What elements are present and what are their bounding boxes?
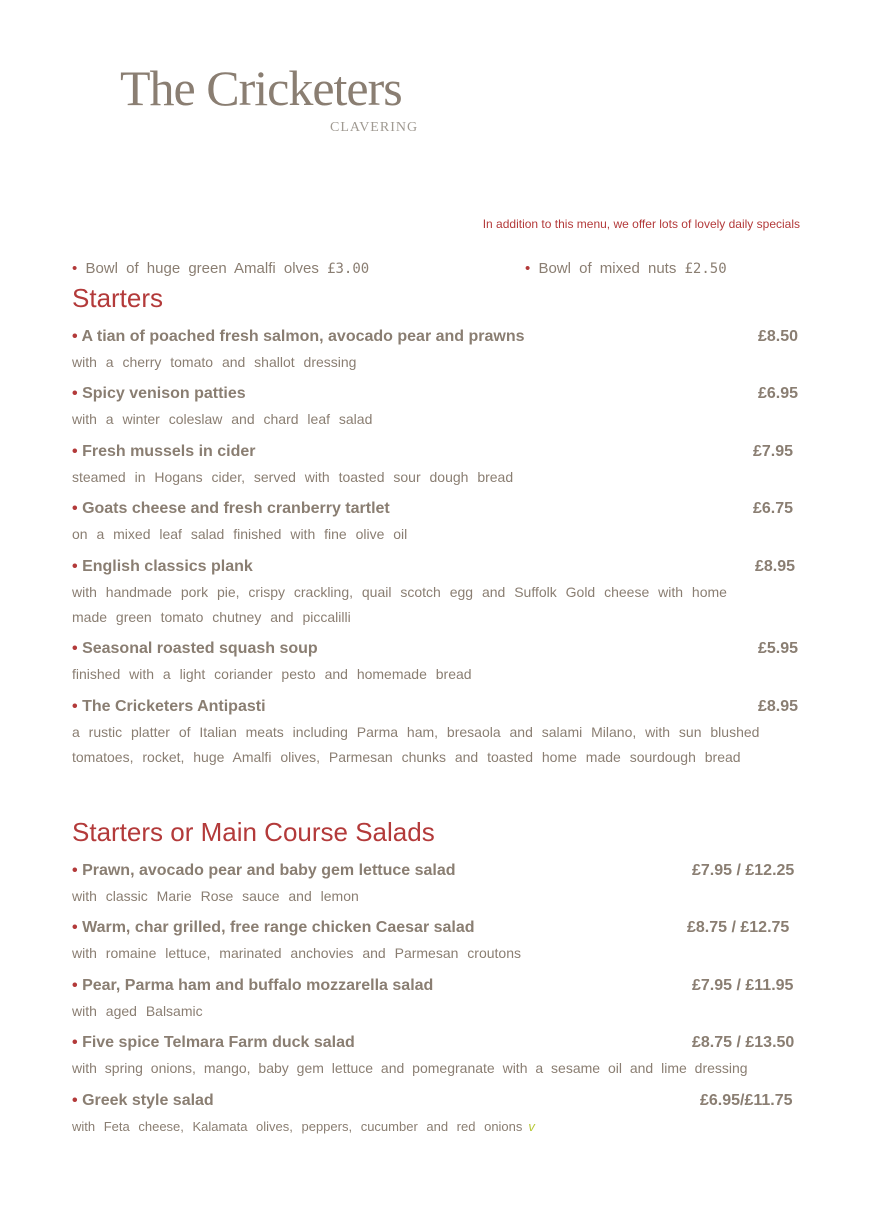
item-price: £6.75 xyxy=(753,500,794,517)
bullet: • xyxy=(72,862,78,879)
item-name: • Seasonal roasted squash soup xyxy=(72,640,318,657)
menu-item xyxy=(72,328,800,385)
item-name: • Five spice Telmara Farm duck salad xyxy=(72,1034,355,1051)
item-price: £8.75 / £12.75 xyxy=(687,919,790,936)
vegetarian-mark: v xyxy=(528,1119,535,1134)
salads-list xyxy=(72,862,800,1149)
menu-item xyxy=(72,385,800,443)
item-price: £8.75 / £13.50 xyxy=(692,1034,795,1051)
bullet: • xyxy=(72,919,78,936)
nibble-price: £3.00 xyxy=(327,261,370,277)
bullet: • xyxy=(72,328,78,345)
item-name: • Spicy venison patties xyxy=(72,385,246,402)
menu-item xyxy=(72,1034,800,1092)
item-name: • Fresh mussels in cider xyxy=(72,443,256,460)
item-price: £5.95 xyxy=(758,640,799,657)
bullet: • xyxy=(72,260,78,277)
item-price: £8.95 xyxy=(758,698,799,715)
starters-list xyxy=(72,328,800,780)
item-name: • Prawn, avocado pear and baby gem lettuce salad xyxy=(72,862,456,879)
item-description: finished with a light coriander pesto and homemade bread xyxy=(72,666,472,682)
item-name: • English classics plank xyxy=(72,558,253,575)
item-description: a rustic platter of Italian meats including Parma ham, bresaola and salami Milano, with sun blushed tomatoes, rocket, huge Amalfi olives, Parmesan chunks and toasted home made sourdough bread xyxy=(72,724,760,765)
bullet: • xyxy=(72,1092,78,1109)
item-description: with spring onions, mango, baby gem lettuce and pomegranate with a sesame oil and lime dressing xyxy=(72,1060,748,1076)
item-name: • Warm, char grilled, free range chicken Caesar salad xyxy=(72,919,475,936)
item-description: steamed in Hogans cider, served with toasted sour dough bread xyxy=(72,469,514,485)
item-name: • The Cricketers Antipasti xyxy=(72,698,266,715)
nibble-nuts xyxy=(525,260,727,277)
item-price: £7.95 / £11.95 xyxy=(692,977,794,994)
menu-item xyxy=(72,558,800,640)
item-name: • Pear, Parma ham and buffalo mozzarella salad xyxy=(72,977,434,994)
menu-item xyxy=(72,862,800,919)
menu-item xyxy=(72,919,800,977)
bullet: • xyxy=(72,500,78,517)
nibble-olives xyxy=(72,260,369,277)
bullet: • xyxy=(72,385,78,402)
logo-title: The Cricketers xyxy=(120,60,402,116)
item-description: on a mixed leaf salad finished with fine olive oil xyxy=(72,526,408,542)
menu-item xyxy=(72,977,800,1034)
item-description: with Feta cheese, Kalamata olives, peppers, cucumber and red onions v xyxy=(72,1119,535,1134)
item-description: with aged Balsamic xyxy=(72,1003,203,1019)
item-price: £6.95 xyxy=(758,385,799,402)
bullet: • xyxy=(72,558,78,575)
nibble-label: Bowl of mixed nuts xyxy=(538,260,677,277)
nibble-label: Bowl of huge green Amalfi olves xyxy=(85,260,319,277)
item-name: • Greek style salad xyxy=(72,1092,214,1109)
menu-item xyxy=(72,698,800,780)
nibble-price: £2.50 xyxy=(684,261,727,277)
starters-heading: Starters xyxy=(72,283,164,313)
menu-item xyxy=(72,443,800,500)
bullet: • xyxy=(525,260,531,277)
bullet: • xyxy=(72,1034,78,1051)
item-price: £7.95 / £12.25 xyxy=(692,862,795,879)
specials-note: In addition to this menu, we offer lots of lovely daily specials xyxy=(482,217,800,231)
item-price: £7.95 xyxy=(753,443,794,460)
item-description: with handmade pork pie, crispy crackling, quail scotch egg and Suffolk Gold cheese with home made green tomato chutney and piccalilli xyxy=(72,584,727,625)
bullet: • xyxy=(72,640,78,657)
item-description: with a cherry tomato and shallot dressing xyxy=(72,354,357,370)
bullet: • xyxy=(72,698,78,715)
salads-heading: Starters or Main Course Salads xyxy=(72,817,435,847)
item-description: with classic Marie Rose sauce and lemon xyxy=(72,888,359,904)
menu-item xyxy=(72,500,800,558)
bullet: • xyxy=(72,977,78,994)
bullet: • xyxy=(72,443,78,460)
item-price: £8.95 xyxy=(755,558,796,575)
logo xyxy=(120,60,419,135)
logo-subtitle: CLAVERING xyxy=(330,120,419,135)
item-description: with a winter coleslaw and chard leaf salad xyxy=(72,411,373,427)
menu-item xyxy=(72,640,800,698)
menu-item xyxy=(72,1092,800,1149)
item-name: • A tian of poached fresh salmon, avocado pear and prawns xyxy=(72,328,525,345)
item-name: • Goats cheese and fresh cranberry tartlet xyxy=(72,500,390,517)
item-description: with romaine lettuce, marinated anchovies and Parmesan croutons xyxy=(72,945,521,961)
item-price: £8.50 xyxy=(758,328,799,345)
item-price: £6.95/£11.75 xyxy=(700,1092,793,1109)
